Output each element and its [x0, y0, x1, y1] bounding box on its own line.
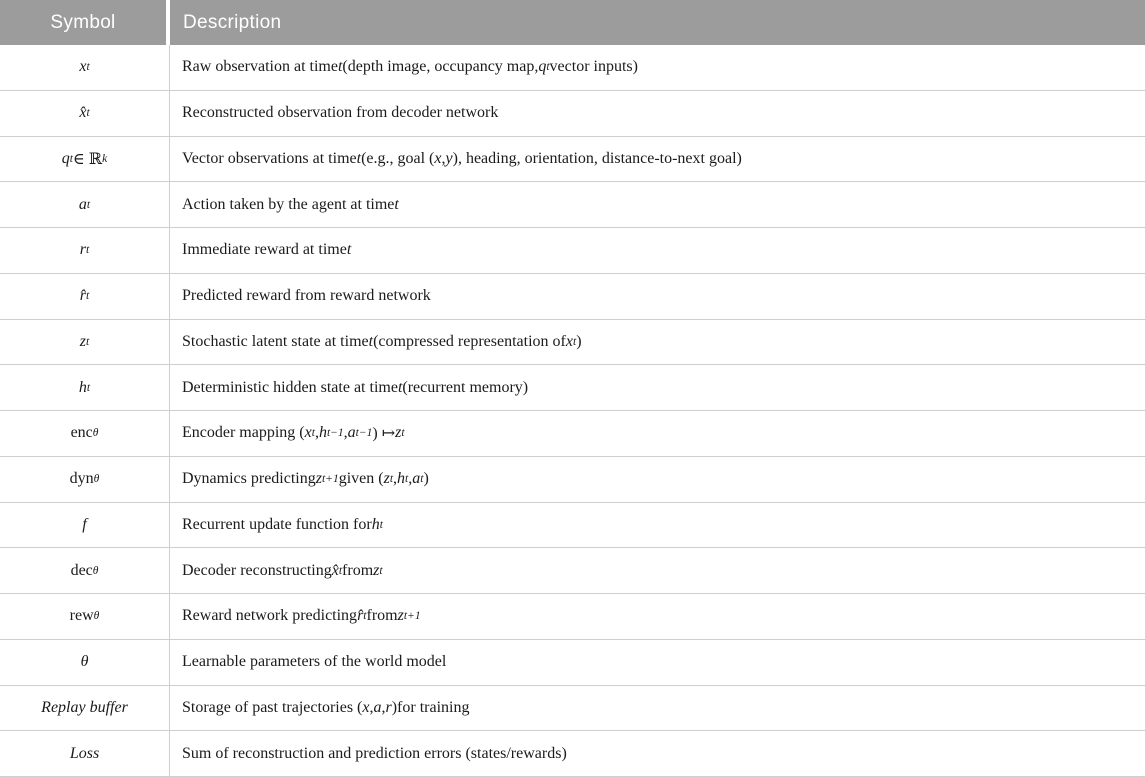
- symbol-cell: [0, 731, 170, 776]
- text-segment: )for training: [391, 698, 470, 716]
- text-segment: Vector observations at time: [182, 149, 357, 167]
- symbol-cell: z t: [0, 320, 170, 365]
- math-segment: t: [337, 58, 343, 76]
- text-segment: rew: [69, 607, 94, 625]
- header-symbol-cell: [0, 0, 166, 45]
- table-row: [0, 137, 1145, 183]
- math-segment: x: [304, 424, 312, 442]
- text-segment: vector inputs): [549, 58, 638, 76]
- text-segment: ), heading, orientation, distance-to-next goal): [452, 149, 742, 167]
- text-segment: from: [366, 607, 398, 625]
- math-segment: x: [434, 149, 442, 167]
- math-segment: a: [78, 195, 87, 213]
- table-row: [0, 411, 1145, 457]
- header-symbol-label: Symbol: [50, 11, 116, 33]
- table-body: [0, 45, 1145, 777]
- math-segment: q: [61, 149, 70, 167]
- text-segment: Sum of reconstruction and prediction errors (states/rewards): [182, 744, 567, 762]
- text-segment: ): [423, 470, 429, 488]
- text-segment: given (: [338, 470, 384, 488]
- text-segment: Reconstructed observation from decoder network: [182, 104, 499, 122]
- symbol-cell: [0, 640, 170, 685]
- text-segment: Reward network predicting: [182, 607, 358, 625]
- table-row: [0, 594, 1145, 640]
- symbol-cell: r̂ t: [0, 274, 170, 319]
- description-cell: [170, 137, 1145, 182]
- description-cell: Recurrent update function for h t: [182, 515, 383, 533]
- text-segment: Decoder reconstructing: [182, 561, 332, 579]
- description-cell: Encoder mapping ( x t , h t−1 , a t−1 ) ↦ z t: [182, 424, 405, 443]
- math-segment: t: [368, 332, 374, 350]
- table-row: [0, 457, 1145, 503]
- math-segment: z: [397, 607, 404, 625]
- table-row: [0, 686, 1145, 732]
- math-segment: h: [397, 470, 406, 488]
- math-segment: q: [538, 58, 547, 76]
- text-segment: ,: [314, 424, 319, 442]
- description-cell: Decoder reconstructing x̂ t from z t: [182, 561, 383, 579]
- symbol-cell: enc θ: [0, 411, 170, 456]
- math-segment: t: [397, 378, 403, 396]
- text-segment: Learnable parameters of the world model: [182, 653, 447, 671]
- math-segment: x: [362, 698, 370, 716]
- text-segment: (depth image, occupancy map,: [342, 58, 539, 76]
- table-row: [0, 640, 1145, 686]
- text-segment: ,: [381, 698, 386, 716]
- math-segment: x̂: [79, 104, 87, 122]
- table-row: [0, 365, 1145, 411]
- text-segment: Dynamics predicting: [182, 470, 316, 488]
- text-segment: ,: [369, 698, 374, 716]
- math-segment: t: [356, 149, 362, 167]
- table-row: [0, 45, 1145, 91]
- text-segment: (recurrent memory): [402, 378, 529, 396]
- text-segment: ): [576, 332, 582, 350]
- text-segment: ,: [343, 424, 348, 442]
- symbol-cell: q t ∈ ℝ k: [0, 137, 170, 182]
- text-segment: Action taken by the agent at time: [182, 195, 395, 213]
- math-segment: z: [395, 424, 402, 442]
- symbol-cell: a t: [0, 182, 170, 227]
- math-segment: θ: [80, 653, 89, 671]
- math-segment: a: [347, 424, 356, 442]
- math-segment: a: [412, 470, 421, 488]
- math-segment: r̂: [79, 287, 87, 305]
- table-row: [0, 503, 1145, 549]
- text-segment: Immediate reward at time: [182, 241, 347, 259]
- description-cell: Dynamics predicting z t+1 given ( z t , h t , a t ): [182, 470, 429, 488]
- math-segment: z: [383, 470, 390, 488]
- text-segment: (compressed representation of: [373, 332, 566, 350]
- math-segment: t: [394, 195, 399, 213]
- math-segment: z: [373, 561, 380, 579]
- math-segment: h: [318, 424, 327, 442]
- math-segment: r̂: [357, 607, 364, 625]
- math-segment: z: [79, 332, 87, 350]
- math-segment: f: [82, 515, 87, 533]
- text-segment: dyn: [69, 470, 94, 488]
- table-row: [0, 548, 1145, 594]
- text-segment: dec: [70, 561, 93, 579]
- text-segment: ,: [408, 470, 413, 488]
- table-row: [0, 731, 1145, 777]
- symbol-cell: r t: [0, 228, 170, 273]
- description-cell: [170, 365, 1145, 410]
- description-cell: [170, 274, 1145, 319]
- symbol-cell: h t: [0, 365, 170, 410]
- table-row: [0, 320, 1145, 366]
- math-segment: h: [78, 378, 87, 396]
- description-cell: [170, 228, 1145, 273]
- symbol-cell: x t: [0, 45, 170, 90]
- math-segment: t: [346, 241, 352, 259]
- description-cell: [170, 640, 1145, 685]
- math-segment: r: [385, 698, 392, 716]
- math-segment: x: [79, 58, 87, 76]
- text-segment: Predicted reward from reward network: [182, 287, 431, 305]
- text-segment: Recurrent update function for: [182, 515, 372, 533]
- math-segment: Loss: [69, 744, 100, 762]
- math-segment: r: [79, 241, 87, 259]
- text-segment: ,: [393, 470, 398, 488]
- header-description-cell: [170, 0, 1145, 45]
- symbol-cell: dyn θ: [0, 457, 170, 502]
- text-segment: ∈ ℝ: [72, 150, 103, 168]
- symbol-cell: [0, 686, 170, 731]
- text-segment: Raw observation at time: [182, 58, 338, 76]
- table-row: [0, 182, 1145, 228]
- description-cell: [170, 686, 1145, 731]
- text-segment: Stochastic latent state at time: [182, 332, 369, 350]
- math-segment: x: [565, 332, 573, 350]
- symbol-cell: x̂ t: [0, 91, 170, 136]
- symbol-cell: rew θ: [0, 594, 170, 639]
- math-segment: Replay buffer: [41, 698, 128, 716]
- description-cell: [170, 731, 1145, 776]
- text-segment: ) ↦: [372, 425, 396, 443]
- table-row: [0, 91, 1145, 137]
- header-description-label: Description: [183, 11, 282, 33]
- symbol-cell: dec θ: [0, 548, 170, 593]
- description-cell: [170, 182, 1145, 227]
- description-cell: Stochastic latent state at time t (compressed representation of x t ): [182, 332, 582, 350]
- table-row: [0, 274, 1145, 320]
- description-cell: [170, 91, 1145, 136]
- math-segment: h: [371, 515, 380, 533]
- math-segment: y: [445, 149, 453, 167]
- symbol-cell: [0, 503, 170, 548]
- text-segment: ,: [441, 149, 446, 167]
- text-segment: from: [342, 561, 374, 579]
- math-segment: x̂: [331, 561, 339, 579]
- text-segment: Deterministic hidden state at time: [182, 378, 398, 396]
- table-row: [0, 228, 1145, 274]
- text-segment: (e.g., goal (: [361, 149, 435, 167]
- text-segment: Encoder mapping (: [182, 424, 305, 442]
- table-header-row: [0, 0, 1145, 45]
- math-segment: z: [315, 470, 322, 488]
- text-segment: enc: [70, 424, 93, 442]
- text-segment: Storage of past trajectories (: [182, 698, 363, 716]
- description-cell: Reward network predicting r̂ t from z t+1: [182, 607, 421, 625]
- math-segment: a: [373, 698, 382, 716]
- description-cell: Raw observation at time t (depth image, occupancy map, q t vector inputs): [182, 58, 638, 76]
